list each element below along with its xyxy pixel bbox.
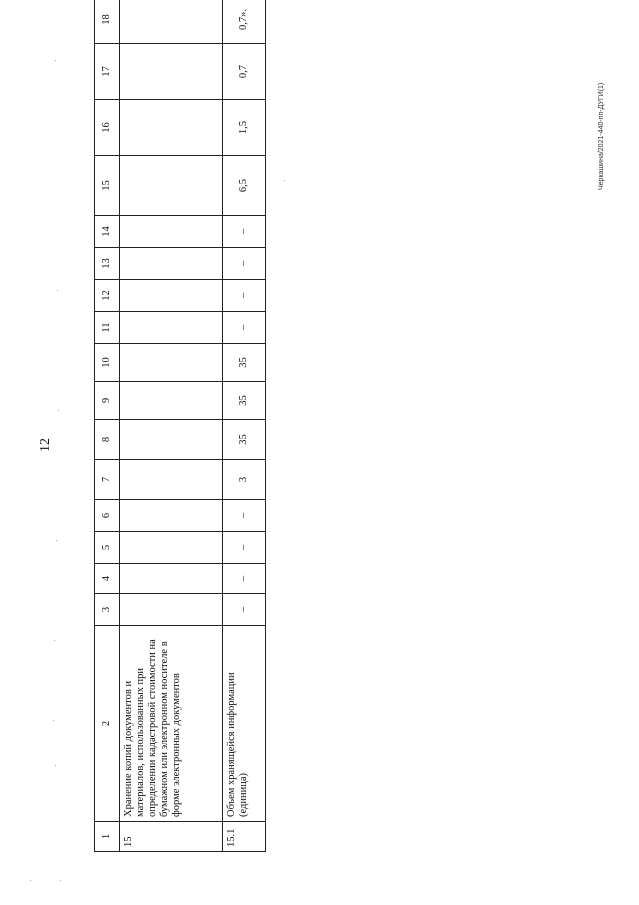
header-cell: 1 [95, 822, 120, 852]
header-cell: 17 [95, 44, 120, 100]
value-cell [120, 382, 223, 420]
row-number: 15.1 [223, 822, 266, 852]
header-cell: 8 [95, 420, 120, 460]
header-cell: 4 [95, 564, 120, 594]
value-cell: – [223, 280, 266, 312]
value-cell [120, 500, 223, 532]
header-cell: 9 [95, 382, 120, 420]
value-cell: – [223, 216, 266, 248]
value-cell: 6,5 [223, 156, 266, 216]
value-cell [120, 460, 223, 500]
header-cell: 12 [95, 280, 120, 312]
header-cell: 11 [95, 312, 120, 344]
value-cell [120, 532, 223, 564]
scan-speck [284, 180, 285, 181]
header-cell: 7 [95, 460, 120, 500]
value-cell [120, 594, 223, 626]
value-cell [120, 420, 223, 460]
scan-speck [55, 765, 56, 766]
data-table [94, 9, 250, 852]
value-cell: – [223, 312, 266, 344]
value-cell [120, 44, 223, 100]
value-cell [120, 312, 223, 344]
scan-speck [55, 60, 56, 61]
value-cell [120, 156, 223, 216]
table-header-row [95, 0, 120, 852]
value-cell: – [223, 248, 266, 280]
value-cell: 0,7 [223, 44, 266, 100]
value-cell [120, 0, 223, 44]
row-name: Объем хранящейся информации (единица) [223, 626, 266, 822]
side-note: Черкашина/2021-440-пп-ДУГИ(1) [598, 82, 605, 190]
header-cell: 6 [95, 500, 120, 532]
header-cell: 13 [95, 248, 120, 280]
value-cell: – [223, 500, 266, 532]
scan-speck [54, 640, 55, 641]
scan-speck [58, 410, 59, 411]
value-cell [120, 248, 223, 280]
value-cell: 35 [223, 420, 266, 460]
scan-speck [56, 540, 57, 541]
row-number: 15 [120, 822, 223, 852]
value-cell [120, 216, 223, 248]
page-number: 12 [38, 438, 53, 452]
value-cell: – [223, 594, 266, 626]
value-cell: 1,5 [223, 100, 266, 156]
header-cell: 10 [95, 344, 120, 382]
scan-speck [57, 290, 58, 291]
value-cell: – [223, 564, 266, 594]
value-cell: 35 [223, 382, 266, 420]
value-cell [120, 344, 223, 382]
scan-speck [53, 720, 54, 721]
header-cell: 5 [95, 532, 120, 564]
value-cell: 35 [223, 344, 266, 382]
value-cell [120, 280, 223, 312]
header-cell: 14 [95, 216, 120, 248]
value-cell: – [223, 532, 266, 564]
header-cell: 3 [95, 594, 120, 626]
header-cell: 18 [95, 0, 120, 44]
scan-speck [60, 880, 61, 881]
value-cell [120, 100, 223, 156]
header-cell: 15 [95, 156, 120, 216]
value-cell [120, 564, 223, 594]
header-cell: 2 [95, 626, 120, 822]
row-name: Хранение копий документов и материалов, использованных при определении кадастровой стоимости на бумажном или электронном носителе в форме электронных документов [120, 626, 223, 822]
table-row [120, 0, 223, 852]
value-cell: 0,7». [223, 0, 266, 44]
table-row [223, 0, 266, 852]
scan-speck [30, 880, 31, 881]
header-cell: 16 [95, 100, 120, 156]
value-cell: 3 [223, 460, 266, 500]
